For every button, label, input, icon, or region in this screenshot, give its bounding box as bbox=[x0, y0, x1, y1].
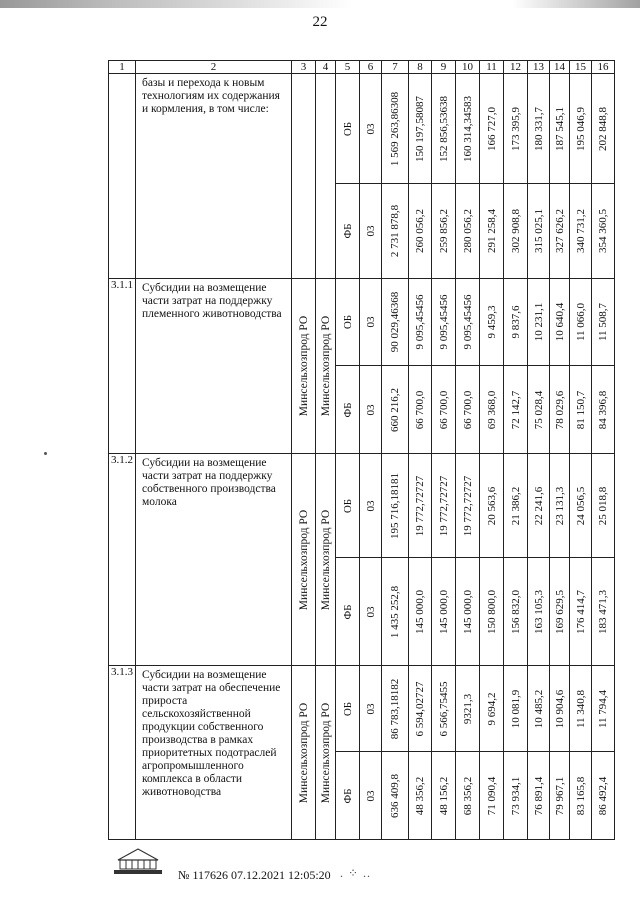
header-cell: 7 bbox=[382, 61, 409, 74]
budget-value: 166 727,0 bbox=[485, 106, 498, 151]
budget-value: 2 731 878,8 bbox=[389, 204, 401, 258]
header-cell: 13 bbox=[528, 61, 550, 74]
budget-value: 302 908,8 bbox=[509, 209, 522, 253]
budget-value: 83 165,8 bbox=[574, 776, 587, 815]
section-number: 3.1.2 bbox=[109, 454, 136, 666]
budget-value-cell bbox=[382, 666, 409, 752]
budget-value-cell bbox=[504, 184, 528, 279]
budget-value-cell bbox=[456, 74, 480, 184]
budget-value-cell bbox=[528, 366, 550, 454]
budget-value: 10 485,2 bbox=[532, 689, 545, 728]
budget-value: 150 800,0 bbox=[485, 589, 498, 634]
budget-source: ОБ bbox=[341, 701, 354, 716]
budget-value: 23 131,3 bbox=[553, 486, 566, 525]
budget-value: 1 435 252,8 bbox=[389, 585, 401, 638]
budget-value-cell bbox=[592, 366, 615, 454]
budget-code: 03 bbox=[364, 225, 377, 237]
budget-value-cell bbox=[592, 184, 615, 279]
budget-value: 69 368,0 bbox=[485, 390, 498, 429]
executor-cell bbox=[292, 454, 316, 666]
budget-value: 176 414,7 bbox=[574, 589, 587, 634]
budget-value: 173 395,9 bbox=[509, 106, 522, 151]
budget-value-cell bbox=[456, 279, 480, 366]
header-cell: 5 bbox=[336, 61, 360, 74]
budget-value-cell bbox=[480, 454, 504, 558]
document-reference: № 117626 07.12.2021 12:05:20 bbox=[178, 868, 331, 882]
budget-value-cell bbox=[504, 454, 528, 558]
executor-cell bbox=[292, 74, 316, 279]
budget-value: 19 772,72727 bbox=[414, 475, 426, 536]
budget-value-cell bbox=[528, 666, 550, 752]
budget-code: 03 bbox=[364, 500, 377, 511]
budget-value: 636 409,8 bbox=[389, 773, 401, 818]
budget-value-cell bbox=[382, 184, 409, 279]
budget-value-cell bbox=[528, 74, 550, 184]
budget-value-cell bbox=[528, 184, 550, 279]
budget-value: 169 629,5 bbox=[553, 589, 566, 634]
budget-value-cell bbox=[432, 666, 456, 752]
executor-cell bbox=[316, 74, 336, 279]
budget-value-cell bbox=[570, 454, 592, 558]
budget-source-cell bbox=[336, 454, 360, 558]
budget-value-cell bbox=[528, 279, 550, 366]
budget-value-cell bbox=[382, 752, 409, 840]
budget-source: ФБ bbox=[341, 401, 354, 418]
budget-value-cell bbox=[550, 279, 570, 366]
budget-value: 10 231,1 bbox=[532, 302, 545, 342]
executor-cell bbox=[316, 279, 336, 454]
budget-value: 79 967,1 bbox=[553, 776, 566, 815]
budget-source: ОБ bbox=[341, 498, 354, 513]
page-number: 22 bbox=[312, 14, 328, 30]
budget-value-cell bbox=[480, 366, 504, 454]
budget-value-cell bbox=[409, 184, 432, 279]
budget-code: 03 bbox=[364, 703, 377, 714]
section-description: Субсидии на возмещение части затрат на обеспечение прироста сельскохозяйственной продукции собственного производства в рамках приоритетных подотраслей агропромышленного комплекса в области животноводства bbox=[136, 666, 292, 840]
section-description: базы и перехода к новым технологиям их содержания и кормления, в том числе: bbox=[136, 74, 292, 279]
budget-value-cell bbox=[570, 366, 592, 454]
budget-code-cell bbox=[360, 558, 382, 666]
budget-value-cell bbox=[409, 366, 432, 454]
budget-value: 9 095,45456 bbox=[414, 294, 426, 350]
budget-value-cell bbox=[409, 279, 432, 366]
budget-value: 66 700,0 bbox=[461, 390, 474, 429]
budget-value-cell bbox=[382, 366, 409, 454]
header-cell: 12 bbox=[504, 61, 528, 74]
budget-value-cell bbox=[550, 666, 570, 752]
budget-value-cell bbox=[592, 74, 615, 184]
budget-value-cell bbox=[570, 752, 592, 840]
budget-value: 71 090,4 bbox=[485, 776, 498, 815]
budget-value: 187 545,1 bbox=[553, 106, 566, 151]
budget-value: 75 028,4 bbox=[532, 390, 545, 429]
budget-value-cell bbox=[409, 454, 432, 558]
budget-value-cell bbox=[592, 752, 615, 840]
budget-value-cell bbox=[480, 279, 504, 366]
budget-code-cell bbox=[360, 366, 382, 454]
budget-value: 20 563,6 bbox=[485, 486, 498, 525]
budget-code: 03 bbox=[364, 316, 377, 328]
budget-value: 327 626,2 bbox=[553, 209, 566, 253]
budget-value: 10 640,4 bbox=[553, 302, 566, 342]
budget-value-cell bbox=[504, 558, 528, 666]
budget-value: 183 471,3 bbox=[597, 589, 609, 634]
executor-text: Минсельхозпрод РО bbox=[319, 509, 332, 610]
budget-value-cell bbox=[432, 558, 456, 666]
budget-value: 81 150,7 bbox=[574, 390, 587, 429]
budget-value: 10 081,9 bbox=[509, 689, 522, 728]
budget-value: 11 340,8 bbox=[574, 689, 587, 728]
budget-value: 73 934,1 bbox=[509, 776, 522, 815]
header-cell: 3 bbox=[292, 61, 316, 74]
scan-edge-artifact bbox=[0, 0, 640, 8]
budget-value-cell bbox=[456, 752, 480, 840]
budget-value: 76 891,4 bbox=[532, 776, 545, 815]
budget-value: 145 000,0 bbox=[461, 589, 474, 634]
budget-value-cell bbox=[432, 454, 456, 558]
budget-value-cell bbox=[480, 74, 504, 184]
budget-value-cell bbox=[550, 752, 570, 840]
table-row bbox=[109, 454, 615, 558]
budget-code-cell bbox=[360, 666, 382, 752]
budget-value: 145 000,0 bbox=[437, 589, 450, 634]
budget-value: 72 142,7 bbox=[509, 390, 522, 429]
budget-value: 259 856,2 bbox=[437, 209, 450, 253]
budget-value-cell bbox=[528, 752, 550, 840]
budget-code: 03 bbox=[364, 606, 377, 617]
budget-code-cell bbox=[360, 279, 382, 366]
budget-value-cell bbox=[409, 752, 432, 840]
budget-table bbox=[108, 60, 615, 840]
header-cell: 6 bbox=[360, 61, 382, 74]
budget-value: 9 837,6 bbox=[509, 305, 522, 339]
section-number: 3.1.1 bbox=[109, 279, 136, 454]
budget-value: 48 156,2 bbox=[437, 776, 450, 815]
budget-value: 11 066,0 bbox=[574, 302, 587, 342]
budget-value: 150 197,58087 bbox=[414, 95, 426, 162]
budget-value: 180 331,7 bbox=[532, 106, 545, 151]
header-cell: 8 bbox=[409, 61, 432, 74]
executor-cell bbox=[316, 454, 336, 666]
budget-value: 9 694,2 bbox=[485, 692, 498, 725]
budget-source-cell bbox=[336, 666, 360, 752]
budget-value-cell bbox=[480, 752, 504, 840]
budget-value-cell bbox=[409, 666, 432, 752]
budget-value-cell bbox=[570, 558, 592, 666]
budget-code: 03 bbox=[364, 123, 377, 134]
budget-value-cell bbox=[504, 279, 528, 366]
budget-value-cell bbox=[382, 74, 409, 184]
budget-value-cell bbox=[456, 454, 480, 558]
budget-value: 315 025,1 bbox=[532, 209, 545, 253]
building-stamp-icon bbox=[112, 846, 164, 876]
budget-value: 9 095,45456 bbox=[437, 294, 450, 350]
budget-value: 25 018,8 bbox=[597, 486, 609, 525]
budget-value-cell bbox=[480, 184, 504, 279]
budget-value-cell bbox=[592, 279, 615, 366]
budget-source: ФБ bbox=[341, 223, 354, 239]
budget-source-cell bbox=[336, 184, 360, 279]
budget-code-cell bbox=[360, 752, 382, 840]
header-cell: 14 bbox=[550, 61, 570, 74]
header-cell: 10 bbox=[456, 61, 480, 74]
budget-value: 291 258,4 bbox=[485, 209, 498, 253]
budget-value: 6 594,02727 bbox=[414, 681, 426, 736]
budget-value-cell bbox=[504, 366, 528, 454]
budget-code: 03 bbox=[364, 404, 377, 415]
budget-value: 19 772,72727 bbox=[437, 475, 450, 536]
budget-value-cell bbox=[570, 279, 592, 366]
scan-mark: . ⁘ .. bbox=[340, 866, 372, 880]
budget-value: 66 700,0 bbox=[437, 390, 450, 429]
budget-code-cell bbox=[360, 184, 382, 279]
section-number: 3.1.3 bbox=[109, 666, 136, 840]
budget-value: 195 716,18181 bbox=[389, 472, 401, 539]
budget-source-cell bbox=[336, 752, 360, 840]
table-row bbox=[109, 279, 615, 366]
budget-value-cell bbox=[456, 666, 480, 752]
budget-source: ОБ bbox=[341, 121, 354, 136]
section-description: Субсидии на возмещение части затрат на поддержку племенного животноводства bbox=[136, 279, 292, 454]
header-cell: 9 bbox=[432, 61, 456, 74]
budget-value: 9 459,3 bbox=[485, 305, 498, 339]
executor-text: Минсельхозпрод РО bbox=[297, 315, 310, 417]
budget-value: 660 216,2 bbox=[389, 387, 401, 432]
budget-value: 354 360,5 bbox=[597, 209, 609, 253]
budget-source-cell bbox=[336, 74, 360, 184]
budget-code-cell bbox=[360, 454, 382, 558]
table-row bbox=[109, 74, 615, 184]
executor-text: Минсельхозпрод РО bbox=[297, 702, 310, 803]
budget-value: 68 356,2 bbox=[461, 776, 474, 815]
section-number bbox=[109, 74, 136, 279]
budget-value: 66 700,0 bbox=[414, 390, 426, 429]
budget-value-cell bbox=[592, 666, 615, 752]
header-cell: 15 bbox=[570, 61, 592, 74]
budget-value-cell bbox=[592, 558, 615, 666]
budget-value-cell bbox=[432, 752, 456, 840]
budget-value-cell bbox=[409, 74, 432, 184]
budget-value-cell bbox=[456, 184, 480, 279]
header-cell: 16 bbox=[592, 61, 615, 74]
budget-value: 19 772,72727 bbox=[461, 475, 474, 536]
budget-value-cell bbox=[480, 666, 504, 752]
budget-value: 340 731,2 bbox=[574, 209, 587, 253]
budget-source-cell bbox=[336, 279, 360, 366]
budget-value: 78 029,6 bbox=[553, 390, 566, 429]
budget-value-cell bbox=[456, 366, 480, 454]
budget-value-cell bbox=[592, 454, 615, 558]
budget-value-cell bbox=[550, 454, 570, 558]
budget-value: 24 056,5 bbox=[574, 486, 587, 525]
budget-value: 86 783,18182 bbox=[389, 678, 401, 739]
budget-value-cell bbox=[480, 558, 504, 666]
budget-value: 84 396,8 bbox=[597, 390, 609, 429]
budget-source: ФБ bbox=[341, 787, 354, 804]
executor-cell bbox=[316, 666, 336, 840]
budget-value: 11 794,4 bbox=[597, 689, 609, 728]
budget-value: 163 105,3 bbox=[532, 589, 545, 634]
executor-text: Минсельхозпрод РО bbox=[319, 315, 332, 417]
budget-value: 260 056,2 bbox=[414, 209, 426, 253]
budget-value: 9 095,45456 bbox=[461, 294, 474, 350]
budget-value-cell bbox=[528, 558, 550, 666]
budget-source-cell bbox=[336, 558, 360, 666]
budget-value-cell bbox=[504, 666, 528, 752]
budget-value: 145 000,0 bbox=[414, 589, 426, 634]
executor-text: Минсельхозпрод РО bbox=[319, 702, 332, 803]
budget-value-cell bbox=[456, 558, 480, 666]
budget-value: 156 832,0 bbox=[509, 589, 522, 634]
budget-value-cell bbox=[550, 558, 570, 666]
budget-value-cell bbox=[504, 74, 528, 184]
executor-text: Минсельхозпрод РО bbox=[297, 509, 310, 610]
budget-value: 22 241,6 bbox=[532, 486, 545, 525]
budget-value-cell bbox=[528, 454, 550, 558]
budget-value-cell bbox=[409, 558, 432, 666]
budget-value-cell bbox=[382, 558, 409, 666]
budget-source: ОБ bbox=[341, 314, 354, 330]
budget-value: 9321,3 bbox=[461, 693, 474, 724]
budget-code-cell bbox=[360, 74, 382, 184]
budget-value: 10 904,6 bbox=[553, 689, 566, 728]
budget-value-cell bbox=[550, 74, 570, 184]
budget-value-cell bbox=[570, 184, 592, 279]
budget-value: 6 566,75455 bbox=[437, 681, 450, 736]
budget-value-cell bbox=[570, 666, 592, 752]
executor-cell bbox=[292, 666, 316, 840]
budget-value: 160 314,34583 bbox=[461, 95, 474, 162]
budget-value: 86 492,4 bbox=[597, 776, 609, 815]
budget-value-cell bbox=[382, 454, 409, 558]
budget-value: 280 056,2 bbox=[461, 209, 474, 253]
budget-value-cell bbox=[382, 279, 409, 366]
budget-value: 90 029,46368 bbox=[389, 291, 401, 353]
budget-value: 195 046,9 bbox=[574, 106, 587, 151]
budget-source: ФБ bbox=[341, 603, 354, 620]
budget-value-cell bbox=[432, 74, 456, 184]
budget-code: 03 bbox=[364, 790, 377, 801]
budget-value-cell bbox=[432, 279, 456, 366]
header-cell: 4 bbox=[316, 61, 336, 74]
budget-value-cell bbox=[504, 752, 528, 840]
budget-value: 48 356,2 bbox=[414, 776, 426, 815]
header-cell: 11 bbox=[480, 61, 504, 74]
budget-value-cell bbox=[432, 366, 456, 454]
header-cell: 1 bbox=[109, 61, 136, 74]
section-description: Субсидии на возмещение части затрат на поддержку собственного производства молока bbox=[136, 454, 292, 666]
header-cell: 2 bbox=[136, 61, 292, 74]
budget-value: 11 508,7 bbox=[597, 302, 609, 342]
table-row bbox=[109, 666, 615, 752]
budget-value-cell bbox=[432, 184, 456, 279]
budget-value: 21 386,2 bbox=[509, 486, 522, 525]
budget-source-cell bbox=[336, 366, 360, 454]
budget-value: 1 569 263,86308 bbox=[389, 91, 401, 166]
executor-cell bbox=[292, 279, 316, 454]
budget-value-cell bbox=[550, 184, 570, 279]
budget-value-cell bbox=[550, 366, 570, 454]
budget-value-cell bbox=[570, 74, 592, 184]
budget-value: 202 848,8 bbox=[597, 106, 609, 151]
scan-dot bbox=[44, 452, 47, 455]
budget-value: 152 856,53638 bbox=[437, 95, 450, 162]
